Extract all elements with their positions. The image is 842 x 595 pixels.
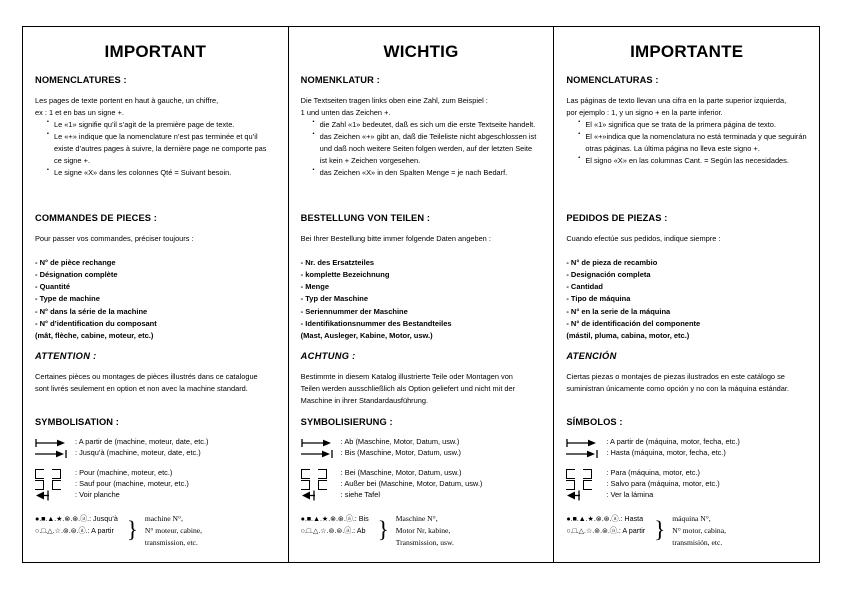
bracket-for-label: : Para (máquina, motor, etc.) [606, 468, 700, 478]
list-item: - N° dans la série de la machine [35, 306, 148, 316]
hollow-shape-glyphs: ○.□.△.☆.⊚.⊜.ⓐ. [566, 526, 619, 536]
nomenclature-intro-line1: Les pages de texte portent en haut à gauche, un chiffre, [35, 96, 219, 105]
shape-row-hollow [301, 525, 369, 537]
note-line2: N° motor, cabina, [672, 525, 726, 535]
attention-line2: Teilen werden ausschließlich als Option geliefert und nicht mit der [300, 383, 516, 393]
attention-section-spanish [566, 351, 807, 395]
list-item: - Désignation complète [35, 270, 118, 280]
hollow-shape-label: : A partir [87, 526, 114, 536]
symbols-section-french [35, 417, 276, 549]
orders-item-list [566, 257, 807, 342]
shape-row-filled [301, 513, 369, 525]
bracket-symbol-group [566, 468, 807, 501]
list-item: - Seriennummer der Maschine [300, 306, 408, 316]
column-title-german: WICHTIG [383, 42, 459, 61]
attention-body [35, 371, 276, 395]
list-item: - Quantité [35, 282, 70, 292]
arrow-from-icon [301, 437, 341, 448]
attention-line2: suministran únicamente como opción y no con la máquina estándar. [566, 383, 790, 393]
list-item: - N° d’identification du composant [35, 318, 157, 328]
hollow-shape-label: : A partir [618, 526, 646, 536]
nomenclature-bullets [35, 119, 276, 179]
shape-legend-rows [301, 513, 369, 537]
note-line1: Maschine N°, [395, 514, 438, 523]
orders-heading: BESTELLUNG VON TEILEN : [300, 213, 431, 223]
list-item: ▪ die Zahl «1» bedeutet, daß es sich um die erste Textseite handelt. [313, 119, 542, 131]
arrow-symbol-group [35, 437, 276, 459]
shape-row-hollow [566, 525, 645, 537]
nomenclature-section-spanish [566, 75, 807, 167]
bracket-outward-icon [566, 479, 606, 490]
column-title-spanish: IMPORTANTE [630, 42, 744, 61]
arrow-symbol-group [566, 437, 807, 459]
list-item: - N° de pieza de recambio [566, 257, 658, 267]
list-item: - Designación completa [566, 270, 651, 280]
language-column-french [23, 27, 288, 562]
attention-line2: sont livrés seulement en option et non avec la machine standard. [35, 383, 248, 393]
list-item: - Cantidad [566, 282, 604, 292]
orders-item-list [35, 257, 276, 342]
nomenclature-heading: NOMENCLATURES : [35, 75, 127, 85]
list-item: ▪ El signo «X» en las columnas Cant. = Según las necesidades. [578, 155, 807, 167]
symbol-row-bracket-for [301, 468, 542, 479]
shape-legend-rows [566, 513, 645, 537]
arrow-from-icon [566, 437, 606, 448]
bracket-inward-icon [301, 468, 341, 479]
note-line3: transmisión, etc. [672, 537, 723, 547]
orders-heading: PEDIDOS DE PIEZAS : [566, 213, 668, 223]
nomenclature-intro-line1: Las páginas de texto llevan una cifra en la parte superior izquierda, [566, 96, 787, 105]
nomenclature-intro-line2: ex : 1 et en bas un signe +. [35, 107, 124, 117]
symbol-row-plate [301, 490, 542, 501]
symbols-section-spanish [566, 417, 807, 549]
shape-legend-spanish [566, 513, 807, 549]
nomenclature-intro [301, 95, 542, 119]
filled-shape-label: : Bis [354, 514, 369, 523]
symbol-row-bracket-except [566, 479, 807, 490]
list-item: ▪ Le signe «X» dans les colonnes Qté = Suivant besoin. [47, 167, 276, 179]
symbol-row-arrow-from [35, 437, 276, 448]
attention-heading: ATENCIÓN [566, 351, 617, 361]
shape-legend-note [396, 513, 454, 549]
shape-legend-german [301, 513, 542, 549]
attention-heading: ACHTUNG : [300, 351, 356, 361]
symbol-row-arrow-from [566, 437, 807, 448]
symbol-row-arrow-to [35, 448, 276, 459]
list-item: (mástil, pluma, cabina, motor, etc.) [566, 330, 690, 340]
bracket-outward-icon [35, 479, 75, 490]
list-item: - Identifikationsnummer des Bestandteiles [300, 318, 452, 328]
attention-line3: Maschine in ihrer Standardausführung. [300, 395, 429, 405]
list-item: - Menge [300, 282, 330, 292]
attention-section-french [35, 351, 276, 395]
orders-section-spanish [566, 213, 807, 342]
bracket-for-label: : Pour (machine, moteur, etc.) [75, 468, 173, 478]
symbol-row-arrow-to [566, 448, 807, 459]
bracket-except-label: : Salvo para (máquina, motor, etc.) [606, 479, 720, 489]
nomenclature-intro [566, 95, 807, 119]
plate-reference-icon [566, 490, 606, 501]
list-item: ▪ das Zeichen «+» gibt an, daß die Teileliste nicht abgeschlossen ist und daß noch weitere Seiten folgen werden, auf der letzten Seite ist kein + Zeichen vorgesehen. [313, 131, 542, 167]
list-item: ▪ Le «+» indique que la nomenclature n’est pas terminée et qu’il existe d’autres pages à suivre, la dernière page ne comporte pas ce signe +. [47, 131, 276, 167]
shape-row-filled [35, 513, 118, 525]
symbols-section-german [301, 417, 542, 549]
arrow-to-label: : Bis (Maschine, Motor, Datum, usw.) [340, 448, 462, 458]
list-item: - Type de machine [35, 294, 100, 304]
symbol-row-bracket-except [301, 479, 542, 490]
instruction-sheet [22, 26, 820, 563]
note-line3: transmission, etc. [144, 537, 198, 547]
list-item: (Mast, Ausleger, Kabine, Motor, usw.) [300, 330, 433, 340]
arrow-symbol-group [301, 437, 542, 459]
list-item: ▪ El «+»indica que la nomenclatura no está terminada y que seguirán otras páginas. La última página no lleva este signo +. [578, 131, 807, 155]
arrow-from-icon [35, 437, 75, 448]
shape-legend-french [35, 513, 276, 549]
note-line2: N° moteur, cabine, [144, 525, 203, 535]
list-item: ▪ das Zeichen «X» in den Spalten Menge = je nach Bedarf. [313, 167, 542, 179]
symbol-row-plate [566, 490, 807, 501]
column-title-french: IMPORTANT [104, 42, 207, 61]
bracket-symbol-group [301, 468, 542, 501]
shape-legend-note [672, 513, 726, 549]
arrow-to-label: : Hasta (máquina, motor, fecha, etc.) [606, 448, 726, 458]
language-column-german [288, 27, 554, 562]
language-column-spanish [553, 27, 819, 562]
plate-label: : Voir planche [75, 490, 120, 500]
shape-legend-note [145, 513, 202, 549]
attention-section-german [301, 351, 542, 407]
list-item: ▪ El «1» significa que se trata de la primera página de texto. [578, 119, 807, 131]
arrow-to-icon [35, 448, 75, 459]
arrow-from-label: : A partir de (máquina, motor, fecha, etc.) [606, 437, 740, 447]
orders-intro: Bei Ihrer Bestellung bitte immer folgende Daten angeben : [300, 234, 491, 243]
plate-reference-icon [35, 490, 75, 501]
bracket-outward-icon [301, 479, 341, 490]
attention-line1: Ciertas piezas o montajes de piezas ilustrados en este catálogo se [566, 372, 785, 381]
symbol-row-arrow-from [301, 437, 542, 448]
symbols-heading: SÍMBOLOS : [566, 417, 623, 427]
attention-body [566, 371, 807, 395]
bracket-symbol-group [35, 468, 276, 501]
nomenclature-bullets [301, 119, 542, 179]
bracket-except-label: : Außer bei (Maschine, Motor, Datum, usw.) [340, 479, 483, 489]
symbol-row-bracket-for [35, 468, 276, 479]
nomenclature-intro-line2: 1 und unten das Zeichen +. [300, 107, 391, 117]
orders-intro: Cuando efectúe sus pedidos, indique siempre : [566, 234, 721, 243]
shape-row-hollow [35, 525, 118, 537]
nomenclature-section-german [301, 75, 542, 179]
list-item: - Nr. des Ersatzteiles [300, 257, 375, 267]
symbol-row-bracket-except [35, 479, 276, 490]
arrow-to-icon [301, 448, 341, 459]
bracket-inward-icon [35, 468, 75, 479]
hollow-shape-label: : Ab [353, 526, 366, 536]
list-item: (mât, flèche, cabine, moteur, etc.) [35, 330, 154, 340]
orders-section-german [301, 213, 542, 342]
orders-section-french [35, 213, 276, 342]
nomenclature-intro-line1: Die Textseiten tragen links oben eine Zahl, zum Beispiel : [300, 96, 488, 105]
list-item: - N° de identificación del componente [566, 318, 701, 328]
arrow-from-label: : Ab (Maschine, Motor, Datum, usw.) [340, 437, 460, 447]
list-item: - N° de pièce rechange [35, 257, 116, 267]
bracket-inward-icon [566, 468, 606, 479]
bracket-for-label: : Bei (Maschine, Motor, Datum, usw.) [340, 468, 462, 478]
symbol-row-plate [35, 490, 276, 501]
plate-reference-icon [301, 490, 341, 501]
hollow-shape-glyphs: ○.□.△.☆.⊚.⊜.ⓐ. [35, 526, 88, 536]
nomenclature-intro-line2: por ejemplo : 1, y un signo + en la parte inferior. [566, 107, 723, 117]
nomenclature-heading: NOMENCLATURAS : [566, 75, 659, 85]
orders-heading: COMMANDES DE PIECES : [35, 213, 157, 223]
curly-brace-icon: } [654, 517, 666, 543]
nomenclature-heading: NOMENKLATUR : [300, 75, 380, 85]
orders-intro: Pour passer vos commandes, préciser toujours : [35, 234, 194, 243]
arrow-to-icon [566, 448, 606, 459]
list-item: - Tipo de máquina [566, 294, 631, 304]
nomenclature-intro [35, 95, 276, 119]
note-line3: Transmission, usw. [395, 537, 454, 547]
list-item: ▪ Le «1» signifie qu’il s’agit de la première page de texte. [47, 119, 276, 131]
note-line2: Motor Nr, kabine, [395, 525, 451, 535]
filled-shape-label: : Hasta [620, 514, 644, 523]
shape-row-filled [566, 513, 645, 525]
filled-shape-glyphs: ●.■.▲.★.⊗.⊛.ⓐ. [566, 514, 621, 523]
symbol-row-bracket-for [566, 468, 807, 479]
arrow-to-label: : Jusqu’à (machine, moteur, date, etc.) [75, 448, 201, 458]
orders-item-list [301, 257, 542, 342]
filled-shape-glyphs: ●.■.▲.★.⊗.⊛.ⓐ. [300, 514, 355, 523]
curly-brace-icon: } [126, 517, 138, 543]
hollow-shape-glyphs: ○.□.△.☆.⊚.⊜.ⓐ. [300, 526, 354, 536]
note-line1: machine N°, [144, 514, 183, 523]
plate-label: : Ver la lámina [606, 490, 654, 500]
arrow-from-label: : A partir de (machine, moteur, date, etc.) [75, 437, 209, 447]
symbols-heading: SYMBOLISIERUNG : [300, 417, 393, 427]
nomenclature-bullets [566, 119, 807, 167]
symbols-heading: SYMBOLISATION : [35, 417, 119, 427]
list-item: - Typ der Maschine [300, 294, 369, 304]
note-line1: máquina N°, [672, 514, 711, 523]
shape-legend-rows [35, 513, 118, 537]
curly-brace-icon: } [377, 517, 389, 543]
attention-body [301, 371, 542, 407]
attention-heading: ATTENTION : [35, 351, 97, 361]
filled-shape-label: : Jusqu’à [89, 514, 118, 523]
symbol-row-arrow-to [301, 448, 542, 459]
nomenclature-section-french [35, 75, 276, 179]
filled-shape-glyphs: ●.■.▲.★.⊗.⊛.ⓐ. [35, 514, 90, 523]
attention-line1: Certaines pièces ou montages de pièces illustrés dans ce catalogue [35, 372, 258, 381]
plate-label: : siehe Tafel [340, 490, 380, 500]
list-item: - komplette Bezeichnung [300, 270, 390, 280]
bracket-except-label: : Sauf pour (machine, moteur, etc.) [75, 479, 189, 489]
list-item: - N° en la serie de la máquina [566, 306, 671, 316]
attention-line1: Bestimmte in diesem Katalog illustrierte Teile oder Montagen von [300, 372, 513, 381]
